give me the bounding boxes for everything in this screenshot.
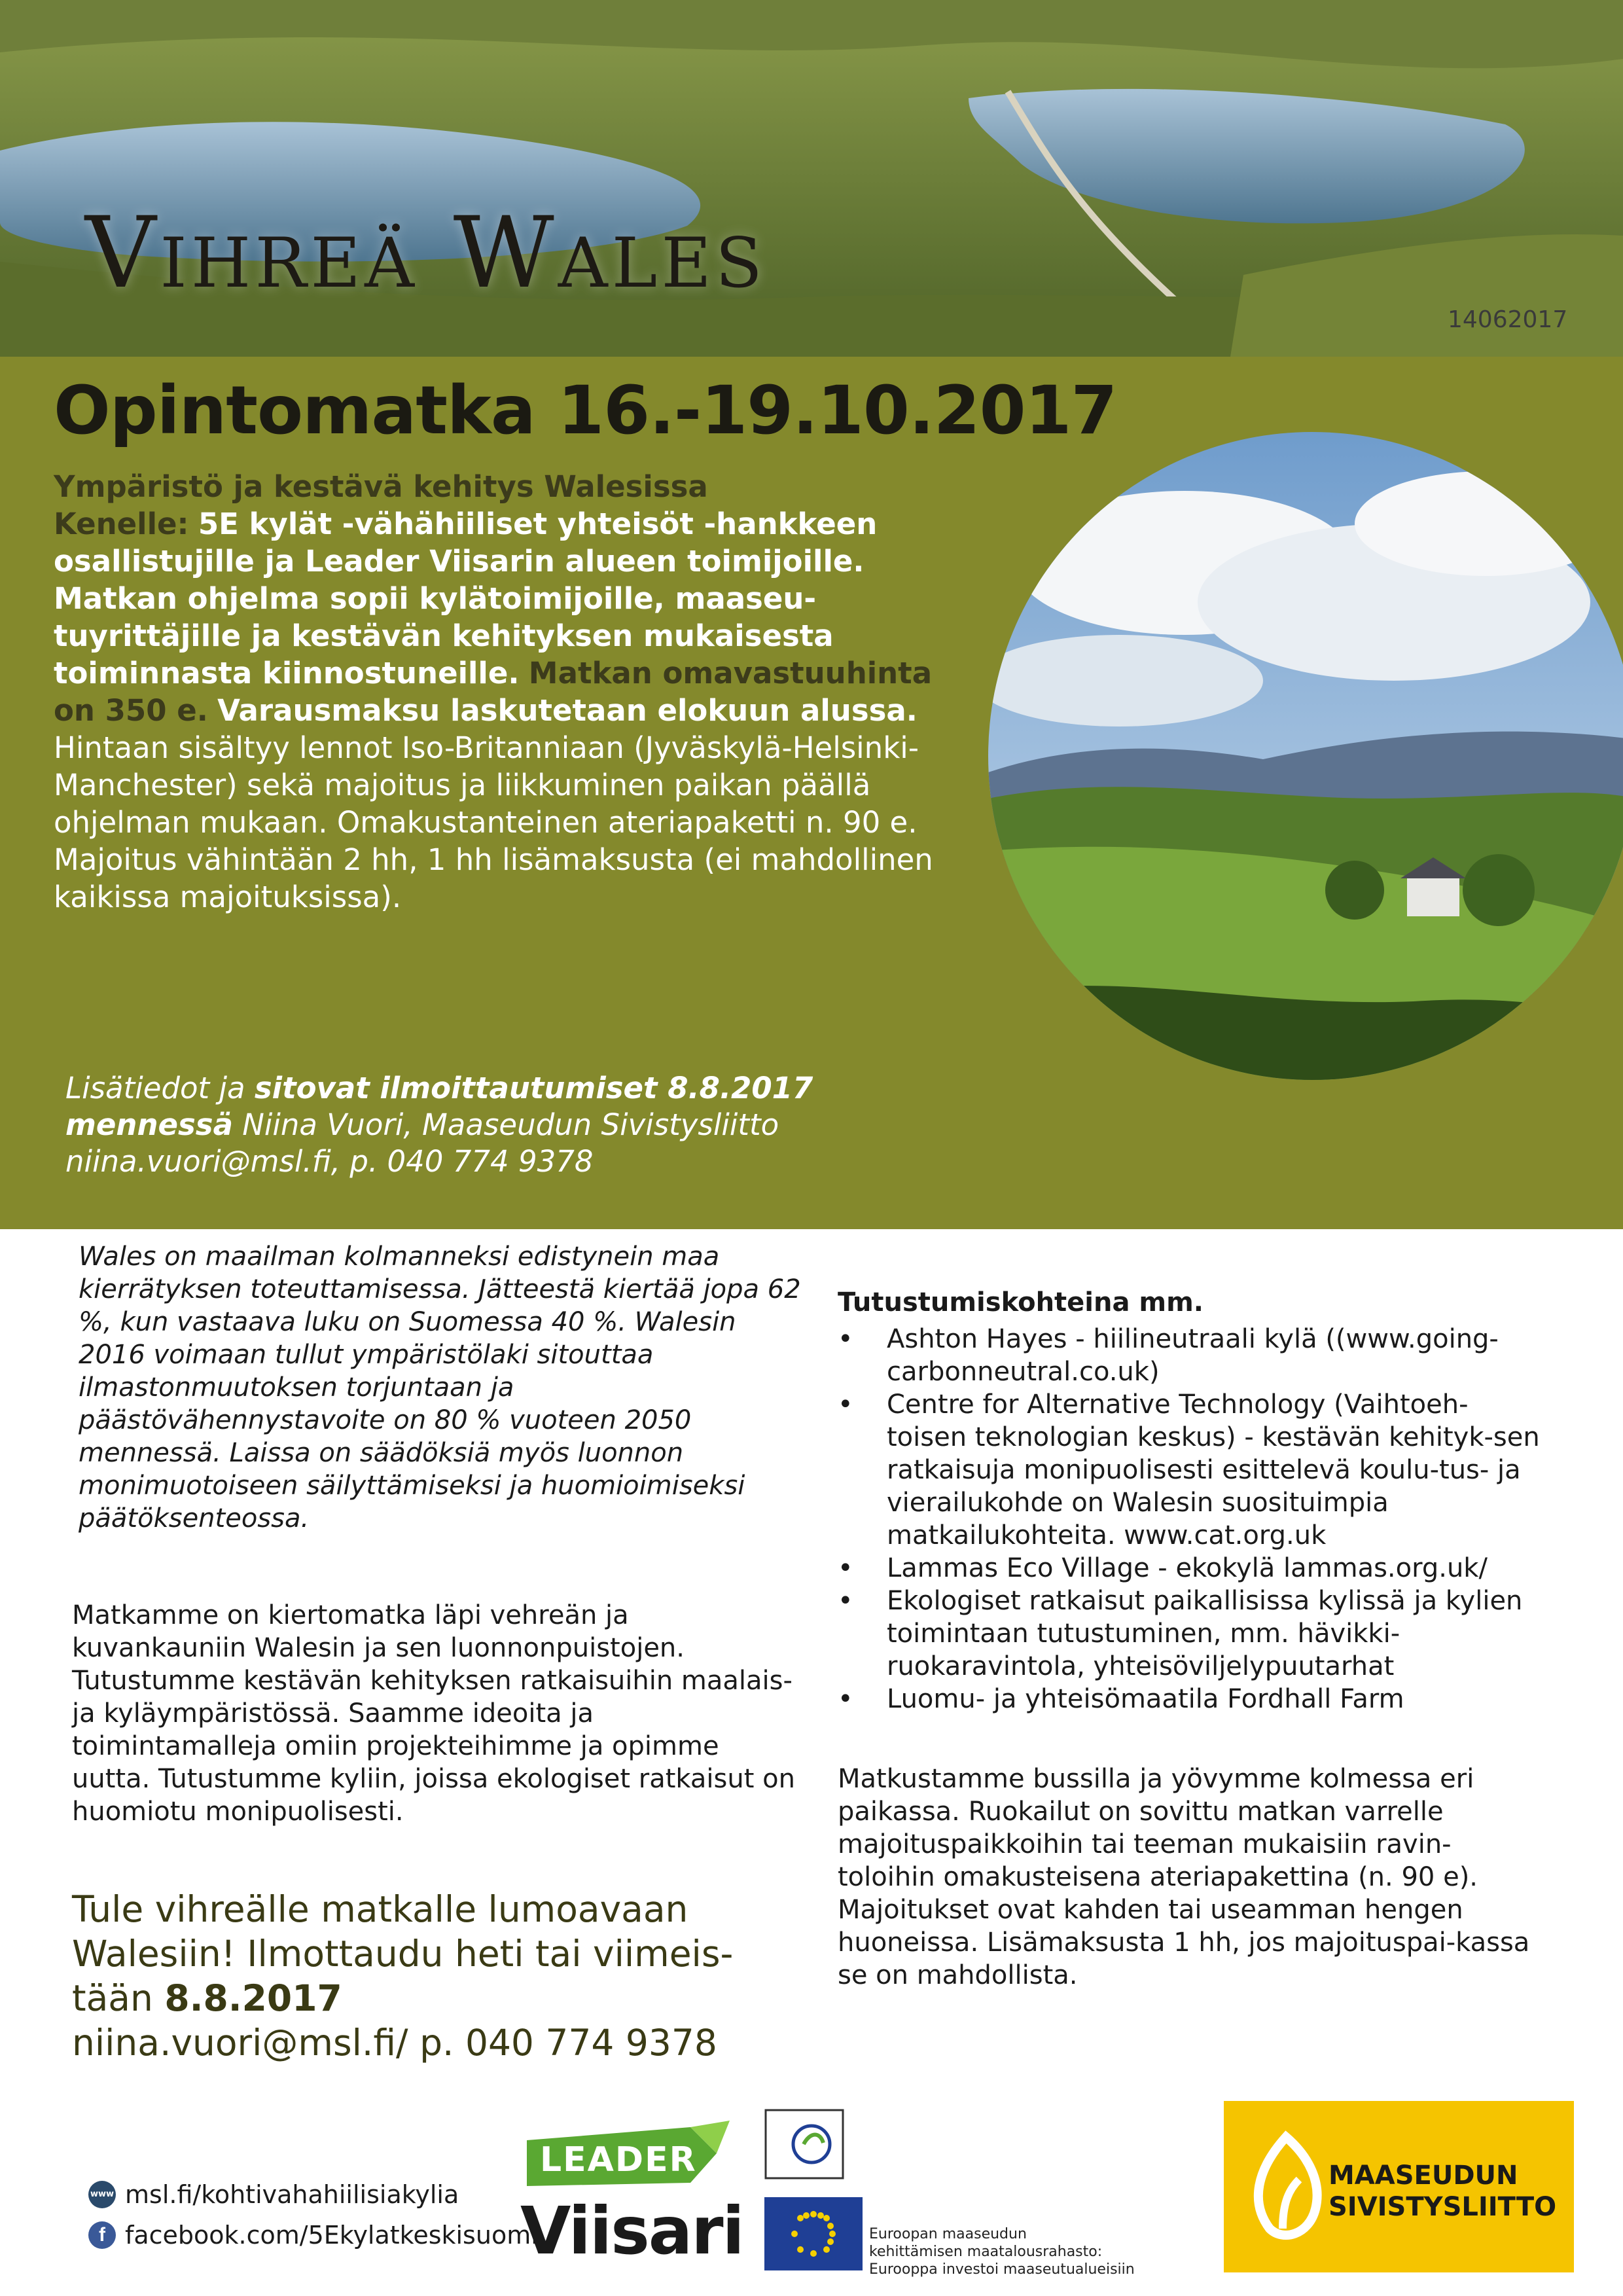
bullet: • — [838, 1684, 853, 1714]
facebook-link[interactable]: facebook.com/5Ekylatkeskisuomi — [125, 2221, 538, 2250]
destinations-list — [838, 1323, 1544, 1715]
welsh-valley-image — [988, 432, 1623, 1080]
price-text: Matkan omavastuuhinta on 350 e. — [54, 656, 933, 728]
travel-paragraph: Matkustamme bussilla ja yövymme kolmessa eri paikassa. Ruokailut on sovittu matkan varrelle majoituspaikkoihin tai teeman mukaisiin ravin-toloihin omakusteisena ateriapakettina (n. 90 e). Majoitukset ovat kahden tai useamman hengen huoneissa. Lisämaksusta 1 hh, jos majoituspai-kassa se on mahdollista. — [838, 1764, 1530, 1990]
cta-contact[interactable]: niina.vuori@msl.fi/ p. 040 774 9378 — [72, 2022, 717, 2064]
subtitle: Ympäristö ja kestävä kehitys Walesissa — [54, 469, 708, 504]
leader-eu-emblem-icon — [764, 2109, 863, 2181]
hero-banner — [0, 0, 1623, 357]
bullet: • — [838, 1586, 853, 1616]
list-item: • Luomu- ja yhteisömaatila Fordhall Farm — [838, 1684, 1404, 1714]
contact-prefix: Lisätiedot ja — [65, 1071, 255, 1105]
web-link[interactable]: msl.fi/kohtivahahiilisiakylia — [125, 2180, 459, 2209]
bullet: • — [838, 1553, 853, 1583]
leaf-icon — [1243, 2130, 1329, 2242]
intro-text — [54, 468, 983, 916]
cta-line-2: Walesiin! Ilmottaudu heti tai viimeis- — [72, 1933, 734, 1975]
facebook-icon: f — [88, 2221, 116, 2249]
contact-name: Niina Vuori, Maaseudun Sivistysliitto — [232, 1107, 779, 1142]
includes-text: Hintaan sisältyy lennot Iso-Britanniaan (Jyväskylä-Helsinki-Manchester) sekä majoitus ja liikkuminen paikan päällä ohjelman mukaan. Omakustanteinen ateriapaketti n. 90 e. Majoitus vähintään 2 hh, 1 hh lisämaksusta (ei mahdollinen kaikissa majoituksissa). — [54, 730, 933, 914]
web-link-row[interactable] — [88, 2176, 538, 2213]
footer-links — [88, 2176, 538, 2257]
contact-block — [65, 1070, 916, 1180]
msl-logo — [1224, 2101, 1574, 2272]
target-label: Kenelle: — [54, 507, 189, 541]
leader-name: Viisari — [520, 2193, 743, 2269]
cta-date: 8.8.2017 — [164, 1977, 342, 2019]
list-item: • Lammas Eco Village - ekokylä lammas.org.uk/ — [838, 1553, 1488, 1583]
trip-title: Opintomatka 16.-19.10.2017 — [54, 372, 1117, 450]
contact-deadline-suffix: mennessä — [65, 1107, 233, 1142]
facebook-link-row[interactable] — [88, 2217, 538, 2253]
bullet: • — [838, 1324, 853, 1354]
msl-name: MAASEUDUN SIVISTYSLIITTO — [1329, 2161, 1557, 2222]
poster-title: Vihreä Wales — [85, 196, 766, 310]
contact-deadline: sitovat ilmoittautumiset 8.8.2017 — [254, 1071, 813, 1105]
contact-email-phone[interactable]: niina.vuori@msl.fi, p. 040 774 9378 — [65, 1144, 594, 1179]
call-to-action — [72, 1887, 805, 2065]
target-text: 5E kylät -vähähiiliset yhteisöt -hankkeen osallistujille ja Leader Viisarin alueen toimijoille. Matkan ohjelma sopii kylätoimijoille, maaseu-tuyrittäjille ja kestävän kehityksen mukaisesta toiminnasta kiinnostuneille. — [54, 507, 878, 691]
list-item: • Ekologiset ratkaisut paikallisissa kylissä ja kylien toimintaan tutustuminen, mm. hävikki-ruokaravintola, yhteisöviljelypuutarhat — [838, 1586, 1523, 1681]
destinations-heading: Tutustumiskohteina mm. — [838, 1287, 1204, 1318]
trip-description-paragraph: Matkamme on kiertomatka läpi vehreän ja kuvankauniin Walesin ja sen luonnonpuistojen. Tutustumme kestävän kehityksen ratkaisuihin maalais- ja kyläympäristössä. Saamme ideoita ja toimintamalleja omiin projekteihimme ja opimme uutta. Tutustumme kyliin, joissa ekologiset ratkaisut on huomiotu monipuolisesti. — [72, 1600, 795, 1827]
cta-line-1: Tule vihreälle matkalle lumoavaan — [72, 1888, 688, 1930]
valley-photo — [988, 432, 1623, 1080]
cta-line-3: tään — [72, 1977, 165, 2019]
bullet: • — [838, 1390, 853, 1420]
eu-funding-logos — [764, 2109, 1183, 2278]
list-item: • Centre for Alternative Technology (Vaihtoeh-toisen teknologian keskus) - kestävän kehityk-sen ratkaisuja monipuolisesti esittelevä koulu-tus- ja vierailukohde on Walesin suosituimpia matkailukohteita. www.cat.org.uk — [838, 1390, 1540, 1551]
document-number: 14062017 — [1448, 306, 1568, 333]
eu-fund-text: Euroopan maaseudun kehittämisen maatalousrahasto: Eurooppa investoi maaseutualueisiin — [869, 2226, 1135, 2278]
eu-flag-icon — [764, 2197, 863, 2270]
right-column — [838, 1286, 1544, 1992]
leader-label: LEADER — [540, 2140, 697, 2179]
leader-viisari-logo — [520, 2121, 743, 2278]
globe-icon: www — [88, 2181, 116, 2208]
wales-recycling-paragraph: Wales on maailman kolmanneksi edistynein maa kierrätyksen toteuttamisessa. Jätteestä kiertää jopa 62 %, kun vastaava luku on Suomessa 40 %. Walesin 2016 voimaan tullut ympäristölaki sitouttaa ilmastonmuutoksen torjuntaan ja päästövähennystavoite on 80 % vuoteen 2050 mennessä. Laissa on säädöksiä myös luonnon monimuotoiseen säilyttämiseksi ja huomioimiseksi päätöksenteossa. — [79, 1242, 801, 1534]
left-column — [72, 1240, 805, 2065]
deposit-text: Varausmaksu laskutetaan elokuun alussa. — [217, 693, 918, 728]
list-item: • Ashton Hayes - hiilineutraali kylä ((www.going-carbonneutral.co.uk) — [838, 1324, 1499, 1387]
